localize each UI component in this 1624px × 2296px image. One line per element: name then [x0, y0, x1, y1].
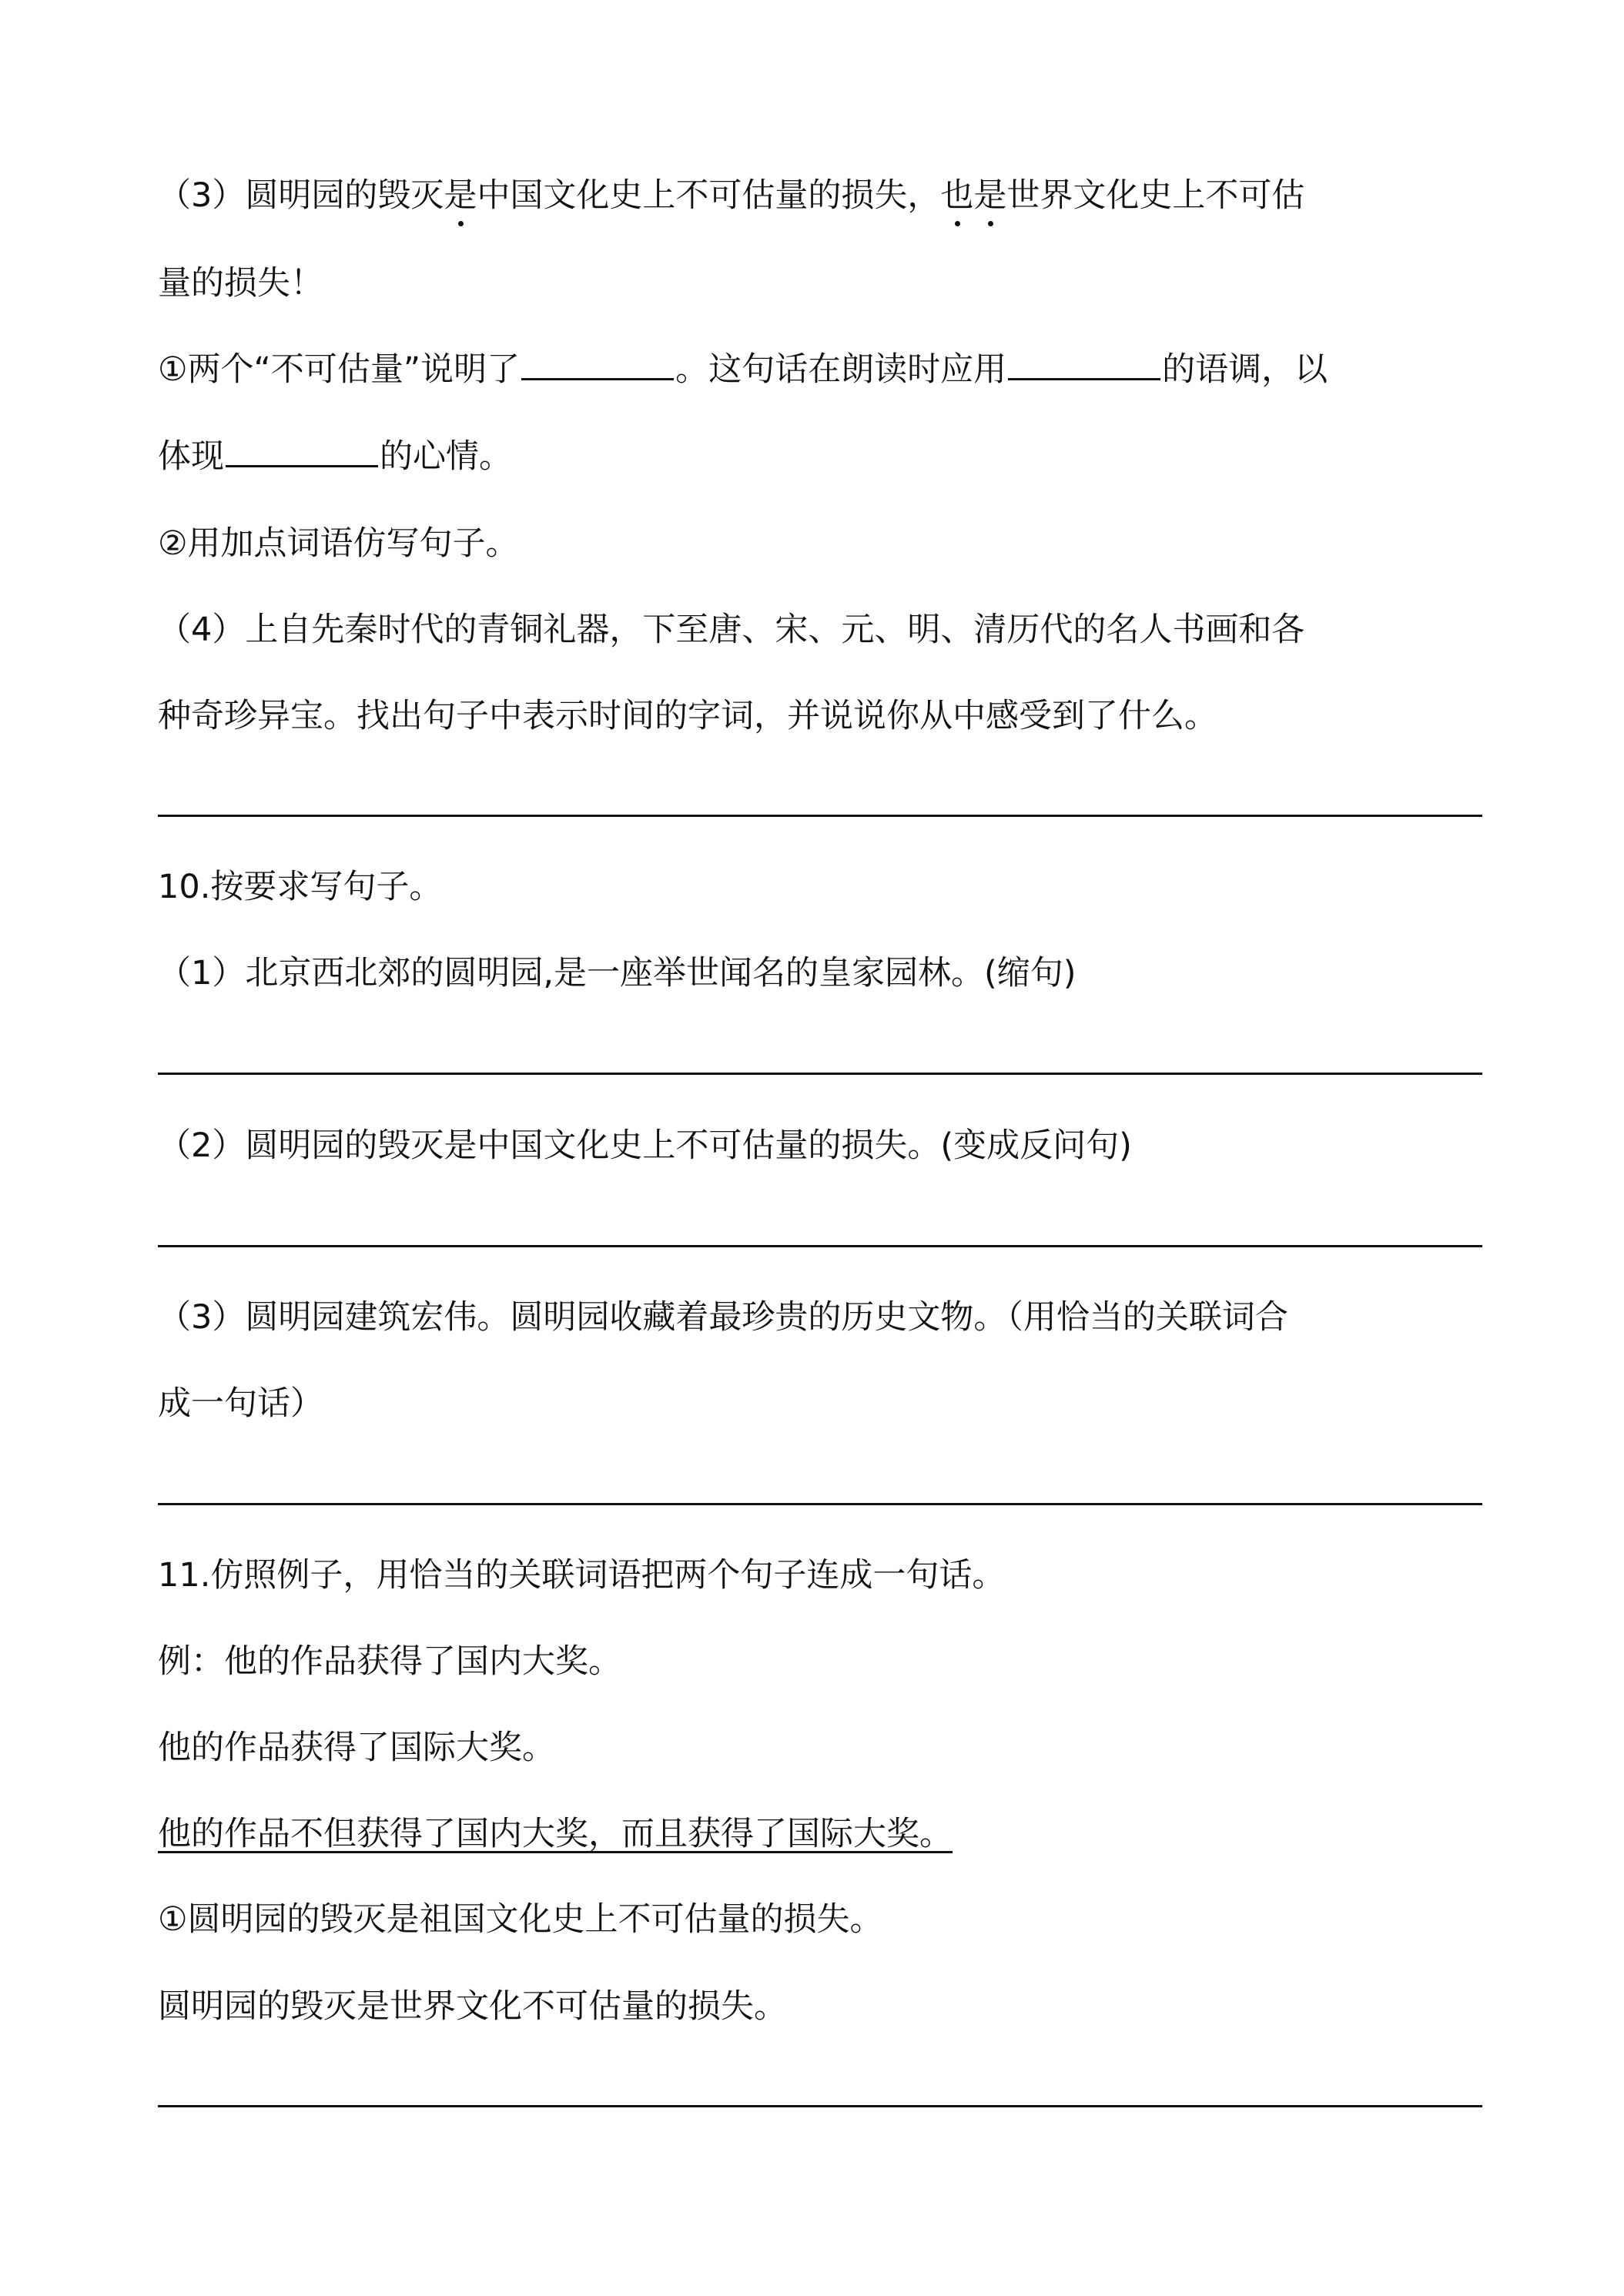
answer-line-q10-3[interactable] [158, 1503, 1482, 1505]
q11-prompt-2: 圆明园的毁灭是世界文化不可估量的损失。 [158, 1987, 787, 2026]
q11-example-answer [158, 1811, 1482, 1857]
example-answer-underlined: 他的作品不但获得了国内大奖，而且获得了国际大奖。 [158, 1815, 953, 1853]
q10-s1: （1）北京西北郊的圆明园,是一座举世闻名的皇家园林。(缩句) [158, 954, 1077, 992]
dotted-char-shi: 是 [444, 172, 477, 219]
q11-title: 11.仿照例子，用恰当的关联词语把两个句子连成一句话。 [158, 1556, 1006, 1595]
sub1-text-c: 的语调，以 [1162, 350, 1328, 389]
q10-s3-line2: 成一句话） [158, 1384, 323, 1423]
answer-line-q11[interactable] [158, 2105, 1482, 2107]
sub1-text-b: 。这句话在朗读时应用 [675, 350, 1007, 389]
answer-line-q9-4[interactable] [158, 815, 1482, 817]
q9-3-text-b: 中国文化史上不可估量的损失， [477, 176, 941, 215]
q9-4-line1: （4）上自先秦时代的青铜礼器，下至唐、宋、元、明、清历代的名人书画和各 [158, 611, 1305, 649]
q9-3-line1 [158, 172, 1482, 219]
fill-blank-1[interactable] [521, 347, 674, 380]
q9-3-sub1-line2 [158, 433, 1482, 480]
q9-3-sub1-line1 [158, 346, 1482, 393]
q10-s3-line1: （3）圆明园建筑宏伟。圆明园收藏着最珍贵的历史文物。（用恰当的关联词合 [158, 1298, 1288, 1337]
sub1-text-a: ①两个“不可估量”说明了 [158, 350, 521, 389]
sub1-text-e: 的心情。 [380, 437, 512, 476]
q9-3-line2: 量的损失！ [158, 264, 323, 303]
q9-3-text-a: （3）圆明园的毁灭 [158, 176, 444, 215]
dotted-char-shi2: 是 [973, 172, 1006, 219]
q10-s2: （2）圆明园的毁灭是中国文化史上不可估量的损失。(变成反问句) [158, 1126, 1132, 1165]
q9-3-sub2: ②用加点词语仿写句子。 [158, 524, 519, 563]
answer-line-q10-2[interactable] [158, 1245, 1482, 1247]
q11-prompt-1: ①圆明园的毁灭是祖国文化史上不可估量的损失。 [158, 1900, 883, 1939]
q11-example-1: 例：他的作品获得了国内大奖。 [158, 1642, 621, 1681]
q10-title: 10.按要求写句子。 [158, 868, 443, 906]
fill-blank-2[interactable] [1008, 347, 1160, 380]
sub1-text-d: 体现 [158, 437, 224, 476]
q11-example-2: 他的作品获得了国际大奖。 [158, 1729, 555, 1767]
dotted-char-ye: 也 [940, 172, 973, 219]
fill-blank-3[interactable] [226, 434, 378, 467]
q9-4-line2: 种奇珍异宝。找出句子中表示时间的字词，并说说你从中感受到了什么。 [158, 697, 1217, 735]
q9-3-text-c: 世界文化史上不可估 [1006, 176, 1305, 215]
answer-line-q10-1[interactable] [158, 1073, 1482, 1075]
